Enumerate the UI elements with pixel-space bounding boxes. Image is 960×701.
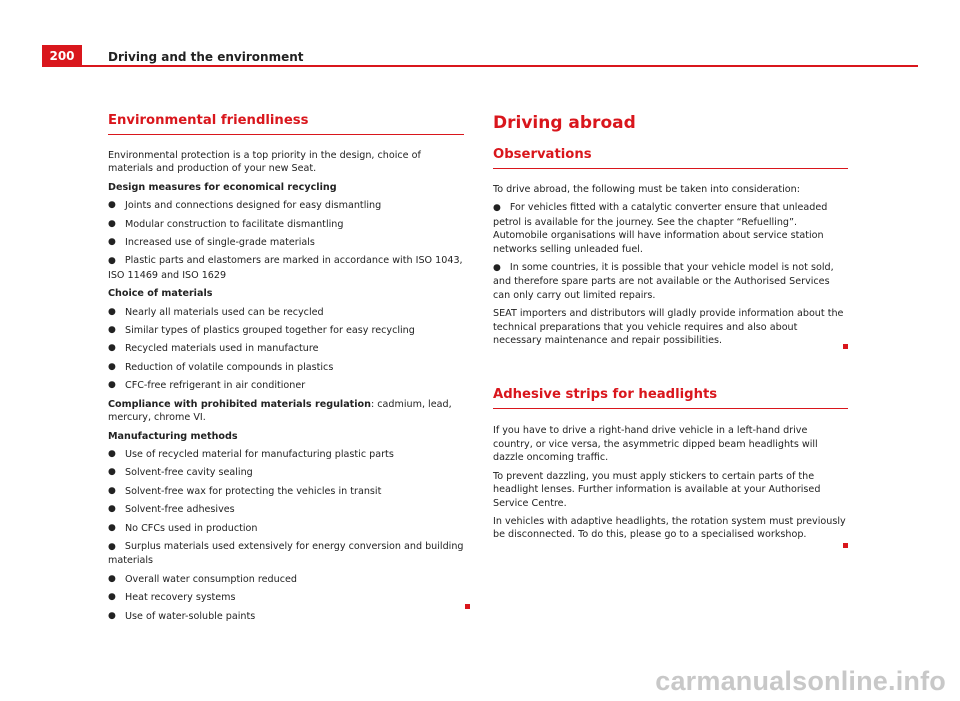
observations-intro: To drive abroad, the following must be taken into consideration: (493, 184, 800, 195)
materials-heading: Choice of materials (108, 288, 213, 300)
list-item: ● Overall water consumption reduced (108, 573, 297, 585)
watermark: carmanualsonline.info (655, 666, 946, 696)
heading-observations: Observations (493, 147, 848, 169)
list-item: ● Solvent-free wax for protecting the vehicles in transit (108, 485, 382, 497)
page-title: Driving abroad (493, 113, 636, 133)
page-number: 200 (42, 45, 82, 67)
design-heading: Design measures for economical recycling (108, 181, 337, 193)
section-end-icon (465, 604, 470, 609)
bullet-icon: ● (108, 573, 116, 584)
list-item: ● Recycled materials used in manufacture (108, 343, 319, 355)
bullet-icon: ● (108, 522, 116, 533)
list-item: ● For vehicles fitted with a catalytic converter ensure that unleaded petrol is available for the journey. See the chapter “Refuelling”. Automobile organisations will have information about service station networks selling unleaded fuel. (493, 202, 828, 255)
list-item: ● CFC-free refrigerant in air conditioner (108, 380, 306, 392)
list-item: ● No CFCs used in production (108, 522, 258, 534)
bullet-icon: ● (108, 325, 116, 336)
list-item: ● In some countries, it is possible that your vehicle model is not sold, and therefore spare parts are not available or the Authorised Services can only carry out limited repairs. (493, 262, 834, 301)
list-item: ● Use of recycled material for manufacturing plastic parts (108, 448, 394, 460)
left-column (108, 113, 464, 628)
methods-heading: Manufacturing methods (108, 430, 238, 442)
list-item: ● Modular construction to facilitate dismantling (108, 218, 344, 230)
compliance-text: : cadmium, lead, mercury, chrome VI. (108, 398, 452, 424)
bullet-icon: ● (108, 361, 116, 372)
heading-adhesive-strips: Adhesive strips for headlights (493, 387, 848, 409)
bullet-icon: ● (108, 380, 116, 391)
bullet-icon: ● (493, 263, 501, 274)
list-item: ● Plastic parts and elastomers are marked in accordance with ISO 1043, ISO 11469 and ISO 1629 (108, 255, 463, 281)
list-item: ● Joints and connections designed for easy dismantling (108, 200, 382, 212)
bullet-icon: ● (108, 343, 116, 354)
compliance-label: Compliance with prohibited materials regulation (108, 398, 371, 410)
bullet-icon: ● (108, 218, 116, 229)
adhesive-paragraph-1: If you have to drive a right-hand drive vehicle in a left-hand drive country, or vice versa, the asymmetric dipped beam headlights will dazzle oncoming traffic. (493, 425, 818, 464)
section-end-icon (843, 543, 848, 548)
list-item: ● Reduction of volatile compounds in plastics (108, 361, 334, 373)
bullet-icon: ● (108, 256, 116, 267)
bullet-icon: ● (108, 237, 116, 248)
adhesive-paragraph-2: To prevent dazzling, you must apply stickers to certain parts of the headlight lenses. Further information is available at your Authorised Service Centre. (493, 470, 821, 509)
observations-outro: SEAT importers and distributors will gladly provide information about the technical preparations that you vehicle requires and also about necessary maintenance and repair possibilities. (493, 308, 844, 347)
list-item: ● Increased use of single-grade materials (108, 237, 315, 249)
bullet-icon: ● (108, 592, 116, 603)
header-rule (82, 65, 918, 67)
list-item: ● Surplus materials used extensively for energy conversion and building materials (108, 540, 464, 567)
section-end-icon (843, 344, 848, 349)
compliance-paragraph (108, 398, 464, 425)
running-title: Driving and the environment (108, 50, 304, 64)
list-item: ● Solvent-free adhesives (108, 504, 235, 516)
bullet-icon: ● (108, 448, 116, 459)
bullet-icon: ● (108, 485, 116, 496)
bullet-icon: ● (108, 467, 116, 478)
bullet-icon: ● (108, 541, 116, 552)
list-item: ● Similar types of plastics grouped together for easy recycling (108, 325, 415, 337)
intro-paragraph: Environmental protection is a top priority in the design, choice of materials and production of your new Seat. (108, 150, 421, 175)
list-item: ● Nearly all materials used can be recycled (108, 306, 324, 318)
adhesive-paragraph-3: In vehicles with adaptive headlights, the rotation system must previously be disconnected. To do this, please go to a specialised workshop. (493, 515, 846, 541)
bullet-icon: ● (108, 504, 116, 515)
list-item: ● Solvent-free cavity sealing (108, 467, 253, 479)
bullet-icon: ● (108, 200, 116, 211)
bullet-icon: ● (493, 203, 501, 214)
list-item: ● Use of water-soluble paints (108, 610, 256, 622)
bullet-icon: ● (108, 610, 116, 621)
right-column (493, 113, 848, 547)
heading-environmental-friendliness: Environmental friendliness (108, 113, 464, 135)
list-item: ● Heat recovery systems (108, 592, 236, 604)
bullet-icon: ● (108, 306, 116, 317)
